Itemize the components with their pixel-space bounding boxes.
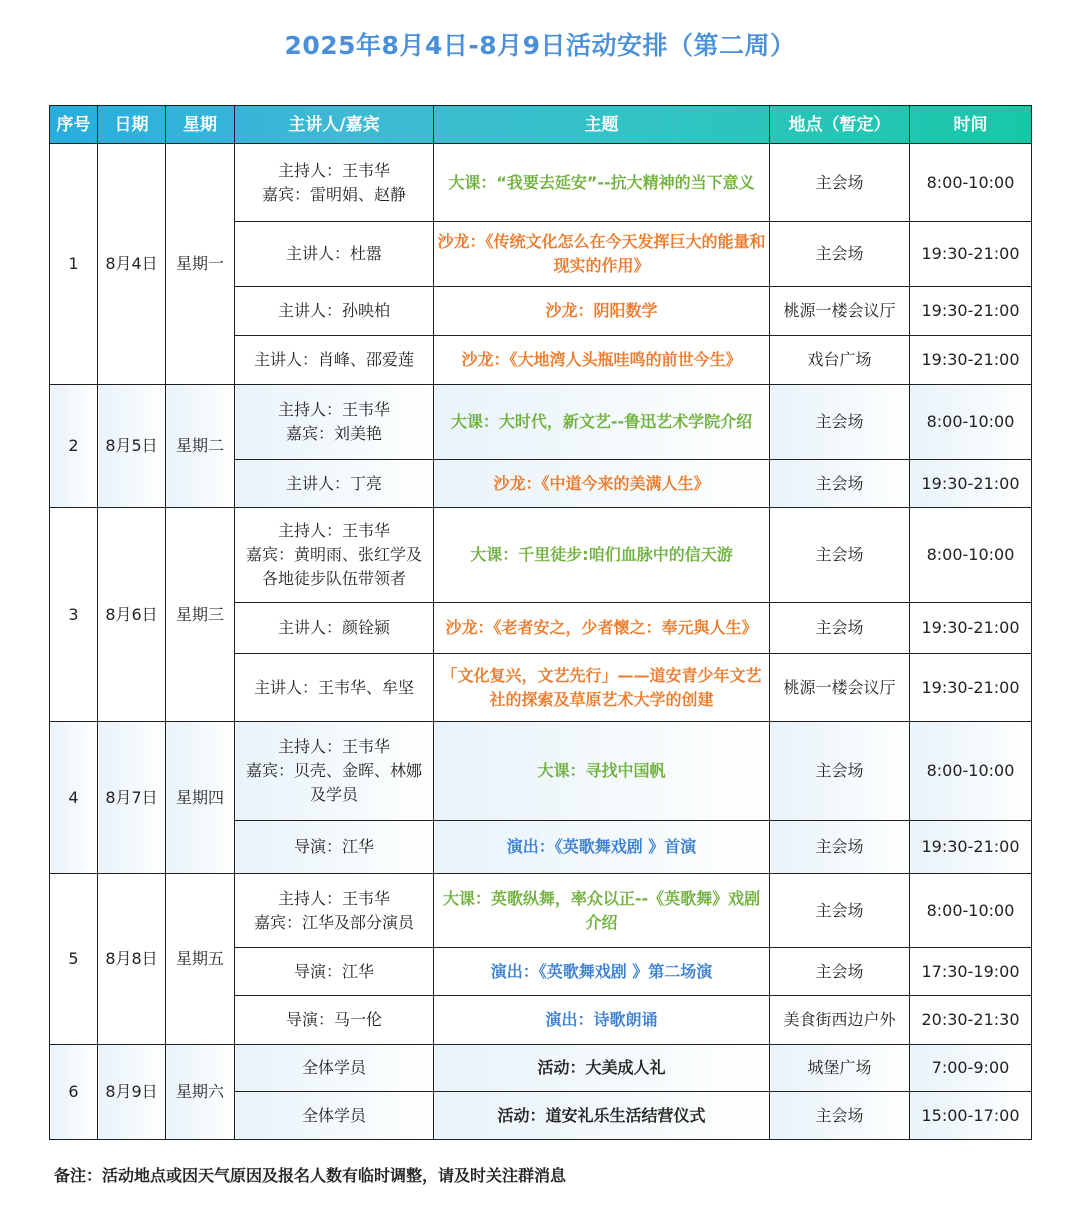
speaker-line: 主讲人：颜铨颍: [277, 618, 390, 637]
place-cell: 桃源一楼会议厅: [770, 654, 910, 722]
time-cell: 19:30-21:00: [910, 603, 1032, 654]
speaker-line: 主持人：王韦华: [277, 737, 390, 756]
speaker-line: 主讲人：肖峰、邵爱莲: [253, 350, 414, 369]
header-time: 时间: [910, 106, 1032, 144]
table-row: [50, 722, 1032, 821]
topic-cell: 大课：英歌纵舞，率众以正--《英歌舞》戏剧介绍: [434, 874, 770, 948]
time-cell: 8:00-10:00: [910, 508, 1032, 603]
topic-cell: 大课：寻找中国帆: [434, 722, 770, 821]
table-row: [50, 874, 1032, 948]
place-cell: 主会场: [770, 722, 910, 821]
speaker-cell: [235, 948, 434, 996]
time-cell: 7:00-9:00: [910, 1045, 1032, 1092]
header-topic: 主题: [434, 106, 770, 144]
day-weekday: 星期五: [166, 874, 235, 1045]
topic-cell: 活动：大美成人礼: [434, 1045, 770, 1092]
header-weekday: 星期: [166, 106, 235, 144]
topic-cell: 大课：“我要去延安”--抗大精神的当下意义: [434, 144, 770, 222]
speaker-cell: [235, 144, 434, 222]
page-title: 2025年8月4日-8月9日活动安排（第二周）: [284, 31, 796, 60]
topic-cell: 沙龙：《中道今来的美满人生》: [434, 460, 770, 508]
day-date: 8月8日: [98, 874, 166, 1045]
speaker-line: 主持人：王韦华: [277, 521, 390, 540]
speaker-line: 全体学员: [301, 1105, 366, 1125]
place-cell: 桃源一楼会议厅: [770, 287, 910, 336]
speaker-line: 嘉宾：黄明雨、张红学及: [245, 545, 422, 564]
speaker-cell: [235, 287, 434, 336]
place-cell: 城堡广场: [770, 1045, 910, 1092]
table-header: [50, 106, 1032, 144]
speaker-cell: [235, 336, 434, 385]
place-cell: 主会场: [770, 385, 910, 460]
speaker-cell: [235, 996, 434, 1045]
speaker-cell: [235, 508, 434, 603]
speaker-cell: [235, 1045, 434, 1092]
speaker-cell: [235, 460, 434, 508]
table-row: [50, 385, 1032, 460]
time-cell: 20:30-21:30: [910, 996, 1032, 1045]
day-number: 6: [50, 1045, 98, 1140]
speaker-cell: [235, 821, 434, 874]
day-weekday: 星期一: [166, 144, 235, 385]
day-group-6: [50, 1045, 1032, 1140]
table-row: [50, 1045, 1032, 1092]
time-cell: 15:00-17:00: [910, 1092, 1032, 1140]
place-cell: 主会场: [770, 508, 910, 603]
day-number: 1: [50, 144, 98, 385]
day-group-4: [50, 722, 1032, 874]
time-cell: 8:00-10:00: [910, 722, 1032, 821]
time-cell: 8:00-10:00: [910, 874, 1032, 948]
topic-cell: 沙龙：《老者安之，少者懷之：奉元與人生》: [434, 603, 770, 654]
time-cell: 8:00-10:00: [910, 385, 1032, 460]
speaker-cell: [235, 1092, 434, 1140]
topic-cell: 沙龙：《传统文化怎么在今天发挥巨大的能量和现实的作用》: [434, 222, 770, 287]
speaker-line: 主持人：王韦华: [277, 400, 390, 419]
header-date: 日期: [98, 106, 166, 144]
day-group-3: [50, 508, 1032, 722]
day-number: 5: [50, 874, 98, 1045]
speaker-line: 嘉宾：雷明娟、赵静: [261, 184, 406, 204]
day-weekday: 星期四: [166, 722, 235, 874]
day-date: 8月5日: [98, 385, 166, 508]
day-weekday: 星期三: [166, 508, 235, 722]
time-cell: 17:30-19:00: [910, 948, 1032, 996]
topic-cell: 演出：诗歌朗诵: [434, 996, 770, 1045]
speaker-line: 主持人：王韦华: [277, 160, 390, 180]
speaker-cell: [235, 385, 434, 460]
speaker-line: 主讲人：丁亮: [285, 473, 382, 493]
table-row: [50, 508, 1032, 603]
day-number: 2: [50, 385, 98, 508]
speaker-line: 导演：江华: [293, 837, 374, 856]
topic-cell: 大课：大时代，新文艺--鲁迅艺术学院介绍: [434, 385, 770, 460]
speaker-line: 嘉宾：江华及部分演员: [253, 912, 414, 932]
topic-cell: 「文化复兴，文艺先行」——道安青少年文艺社的探索及草原艺术大学的创建: [434, 654, 770, 722]
topic-cell: 沙龙：阴阳数学: [434, 287, 770, 336]
place-cell: 主会场: [770, 460, 910, 508]
topic-cell: 大课：千里徒步:咱们血脉中的信天游: [434, 508, 770, 603]
day-group-5: [50, 874, 1032, 1045]
place-cell: 戏台广场: [770, 336, 910, 385]
time-cell: 19:30-21:00: [910, 336, 1032, 385]
speaker-cell: [235, 874, 434, 948]
day-weekday: 星期六: [166, 1045, 235, 1140]
day-group-1: [50, 144, 1032, 385]
header-place: 地点（暂定）: [770, 106, 910, 144]
speaker-line: 各地徒步队伍带领者: [261, 569, 406, 588]
speaker-cell: [235, 722, 434, 821]
place-cell: 主会场: [770, 874, 910, 948]
place-cell: 主会场: [770, 948, 910, 996]
place-cell: 主会场: [770, 821, 910, 874]
day-date: 8月7日: [98, 722, 166, 874]
day-date: 8月6日: [98, 508, 166, 722]
speaker-cell: [235, 603, 434, 654]
time-cell: 19:30-21:00: [910, 821, 1032, 874]
time-cell: 19:30-21:00: [910, 654, 1032, 722]
place-cell: 美食街西边户外: [770, 996, 910, 1045]
day-date: 8月4日: [98, 144, 166, 385]
speaker-line: 导演：马一伦: [285, 1010, 382, 1029]
schedule-table: [49, 105, 1032, 1140]
topic-cell: 活动：道安礼乐生活结营仪式: [434, 1092, 770, 1140]
speaker-line: 主持人：王韦华: [277, 888, 390, 908]
speaker-cell: [235, 654, 434, 722]
topic-cell: 演出：《英歌舞戏剧 》首演: [434, 821, 770, 874]
speaker-line: 主讲人：孙映柏: [277, 301, 390, 320]
day-number: 3: [50, 508, 98, 722]
speaker-line: 嘉宾：贝壳、金晖、林娜: [245, 761, 422, 780]
speaker-line: 及学员: [309, 785, 358, 804]
speaker-line: 主讲人：王韦华、牟坚: [253, 677, 414, 697]
speaker-line: 导演：江华: [293, 961, 374, 981]
topic-cell: 沙龙：《大地湾人头瓶哇鸣的前世今生》: [434, 336, 770, 385]
place-cell: 主会场: [770, 603, 910, 654]
time-cell: 19:30-21:00: [910, 222, 1032, 287]
time-cell: 8:00-10:00: [910, 144, 1032, 222]
place-cell: 主会场: [770, 144, 910, 222]
place-cell: 主会场: [770, 222, 910, 287]
time-cell: 19:30-21:00: [910, 287, 1032, 336]
table-row: [50, 144, 1032, 222]
speaker-line: 嘉宾：刘美艳: [285, 424, 382, 443]
day-number: 4: [50, 722, 98, 874]
day-weekday: 星期二: [166, 385, 235, 508]
day-group-2: [50, 385, 1032, 508]
day-date: 8月9日: [98, 1045, 166, 1140]
footnote: 备注：活动地点或因天气原因及报名人数有临时调整，请及时关注群消息: [54, 1166, 567, 1185]
header-speaker: 主讲人/嘉宾: [235, 106, 434, 144]
place-cell: 主会场: [770, 1092, 910, 1140]
topic-cell: 演出：《英歌舞戏剧 》第二场演: [434, 948, 770, 996]
header-no: 序号: [50, 106, 98, 144]
speaker-line: 主讲人：杜嚣: [285, 244, 382, 263]
speaker-line: 全体学员: [301, 1058, 366, 1077]
time-cell: 19:30-21:00: [910, 460, 1032, 508]
speaker-cell: [235, 222, 434, 287]
